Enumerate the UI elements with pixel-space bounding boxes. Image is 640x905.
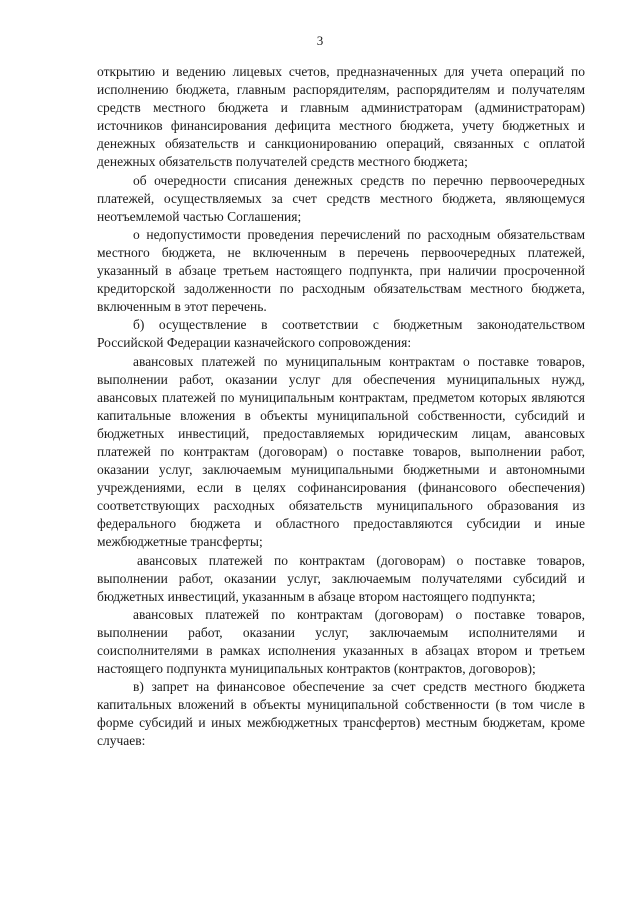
paragraph-1: открытию и ведению лицевых счетов, предназначенных для учета операций по исполнению бюджета, главным распорядителям, распорядителям и получателям средств местного бюджета и главным администраторам (администраторам) источников финансирования дефицита местного бюджета, учету бюджетных и денежных обязательств и санкционированию операций, связанных с оплатой денежных обязательств получателей средств местного бюджета; [97,64,585,170]
paragraph-7: авансовых платежей по контрактам (договорам) о поставке товаров, выполнении работ, оказании услуг, заключаемым исполнителями и соисполнителями в рамках исполнения указанных в абзацах втором и третьем настоящего подпункта муниципальных контрактов (контрактов, договоров); [97,606,585,677]
paragraph-3: о недопустимости проведения перечислений по расходным обязательствам местного бюджета, не включенным в перечень первоочередных платежей, указанный в абзаце третьем настоящего подпункта, при наличии просроченной кредиторской задолженности по расходным обязательствам местного бюджета, включенным в этот перечень. [97,226,585,315]
page-number: 3 [316,33,324,48]
paragraph-4: б) осуществление в соответствии с бюджетным законодательством Российской Федерации казначейского сопровождения: [97,317,585,351]
paragraph-6: авансовых платежей по контрактам (договорам) о поставке товаров, выполнении работ, оказании услуг, заключаемым получателями субсидий и бюджетных инвестиций, указанным в абзаце втором настоящего подпункта; [97,552,585,604]
paragraph-5: авансовых платежей по муниципальным контрактам о поставке товаров, выполнении работ, оказании услуг для обеспечения муниципальных нужд, авансовых платежей по муниципальным контрактам, предметом которых являются капитальные вложения в объекты муниципальной собственности, субсидий и бюджетных инвестиций, предоставляемых юридическим лицам, авансовых платежей по контрактам (договорам) о поставке товаров, выполнении работ, оказании услуг, заключаемым муниципальными бюджетными и автономными учреждениями, если в целях софинансирования (финансового обеспечения) соответствующих расходных обязательств муниципального образования из федерального бюджета и областного предоставляются субсидии и иные межбюджетные трансферты; [97,353,585,550]
paragraph-2: об очередности списания денежных средств по перечню первоочередных платежей, осуществляемых за счет средств местного бюджета, являющемуся неотъемлемой частью Соглашения; [97,172,585,224]
document-body [97,63,585,751]
paragraph-8: в) запрет на финансовое обеспечение за счет средств местного бюджета капитальных вложений в объекты муниципальной собственности (в том числе в форме субсидий и иных межбюджетных трансфертов) местным бюджетам, кроме случаев: [97,679,585,749]
